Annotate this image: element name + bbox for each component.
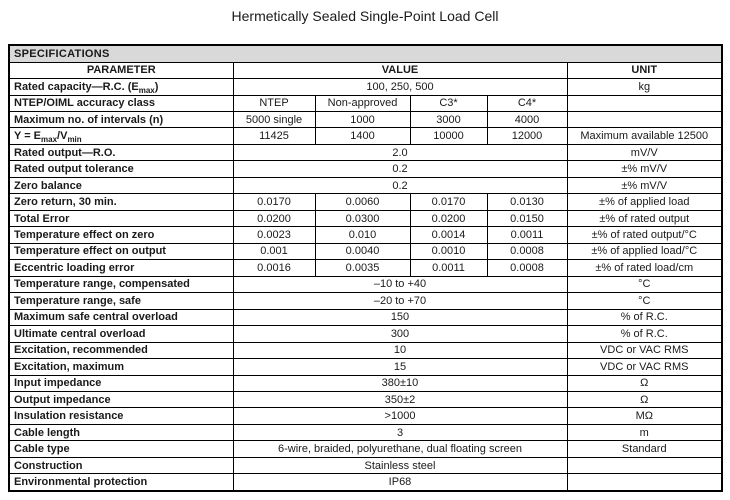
- table-row: [9, 326, 722, 342]
- table-row: [9, 391, 722, 407]
- value-cell: 1000: [315, 112, 410, 128]
- value-cell: 0.0011: [487, 227, 567, 243]
- param-cell: Total Error: [9, 210, 233, 226]
- table-row: [9, 408, 722, 424]
- unit-cell: Ω: [567, 375, 722, 391]
- unit-cell: °C: [567, 293, 722, 309]
- unit-cell: ±% of rated output/°C: [567, 227, 722, 243]
- value-cell: 0.0200: [410, 210, 487, 226]
- value-cell: 1400: [315, 128, 410, 144]
- unit-cell: Maximum available 12500: [567, 128, 722, 144]
- unit-cell: ±% mV/V: [567, 177, 722, 193]
- value-cell: 10: [233, 342, 567, 358]
- value-cell: 11425: [233, 128, 315, 144]
- value-cell: 12000: [487, 128, 567, 144]
- unit-cell: Standard: [567, 441, 722, 457]
- param-cell: Construction: [9, 457, 233, 473]
- table-row: [9, 342, 722, 358]
- table-row: [9, 161, 722, 177]
- value-cell: IP68: [233, 474, 567, 491]
- section-header-row: [9, 45, 722, 62]
- value-cell: C3*: [410, 95, 487, 111]
- param-cell: Temperature range, safe: [9, 293, 233, 309]
- value-cell: 380±10: [233, 375, 567, 391]
- value-cell: 0.0016: [233, 260, 315, 276]
- unit-column-header: UNIT: [567, 62, 722, 78]
- param-cell: $Y = E_{max}/V_{min}$: [9, 128, 233, 144]
- value-cell: 0.2: [233, 161, 567, 177]
- table-row: [9, 95, 722, 111]
- value-cell: 0.0200: [233, 210, 315, 226]
- unit-cell: kg: [567, 79, 722, 95]
- param-cell: Rated capacity—R.C. $(E_{max})$: [9, 79, 233, 95]
- param-cell: Maximum safe central overload: [9, 309, 233, 325]
- table-row: [9, 276, 722, 292]
- value-cell: 0.0010: [410, 243, 487, 259]
- value-cell: 4000: [487, 112, 567, 128]
- param-cell: NTEP/OIML accuracy class: [9, 95, 233, 111]
- unit-cell: % of R.C.: [567, 326, 722, 342]
- unit-cell: ±% of rated load/cm: [567, 260, 722, 276]
- unit-cell: MΩ: [567, 408, 722, 424]
- specifications-table: [8, 44, 723, 492]
- unit-cell: [567, 95, 722, 111]
- table-row: [9, 177, 722, 193]
- value-cell: 0.0023: [233, 227, 315, 243]
- unit-cell: [567, 474, 722, 491]
- value-cell: C4*: [487, 95, 567, 111]
- table-row: [9, 144, 722, 160]
- param-cell: Cable length: [9, 424, 233, 440]
- value-cell: 0.0130: [487, 194, 567, 210]
- value-cell: 3000: [410, 112, 487, 128]
- value-column-header: VALUE: [233, 62, 567, 78]
- unit-cell: ±% of applied load: [567, 194, 722, 210]
- parameter-column-header: PARAMETER: [9, 62, 233, 78]
- value-cell: 0.0040: [315, 243, 410, 259]
- unit-cell: % of R.C.: [567, 309, 722, 325]
- param-cell: Maximum no. of intervals (n): [9, 112, 233, 128]
- param-cell: Excitation, recommended: [9, 342, 233, 358]
- param-cell: Environmental protection: [9, 474, 233, 491]
- value-cell: 3: [233, 424, 567, 440]
- table-row: [9, 474, 722, 491]
- value-cell: 15: [233, 359, 567, 375]
- unit-cell: [567, 112, 722, 128]
- param-cell: Output impedance: [9, 391, 233, 407]
- table-row: [9, 243, 722, 259]
- table-row: [9, 359, 722, 375]
- table-row: [9, 441, 722, 457]
- param-cell: Temperature effect on zero: [9, 227, 233, 243]
- column-header-row: [9, 62, 722, 78]
- value-cell: >1000: [233, 408, 567, 424]
- section-header: SPECIFICATIONS: [9, 45, 722, 62]
- table-row: [9, 260, 722, 276]
- param-cell: Cable type: [9, 441, 233, 457]
- value-cell: 0.0170: [410, 194, 487, 210]
- value-cell: 0.2: [233, 177, 567, 193]
- unit-cell: ±% of applied load/°C: [567, 243, 722, 259]
- param-cell: Input impedance: [9, 375, 233, 391]
- param-cell: Excitation, maximum: [9, 359, 233, 375]
- param-cell: Zero balance: [9, 177, 233, 193]
- unit-cell: ±% mV/V: [567, 161, 722, 177]
- param-cell: Temperature range, compensated: [9, 276, 233, 292]
- value-cell: 5000 single: [233, 112, 315, 128]
- value-cell: 2.0: [233, 144, 567, 160]
- param-cell: Zero return, 30 min.: [9, 194, 233, 210]
- unit-cell: m: [567, 424, 722, 440]
- value-cell: 0.001: [233, 243, 315, 259]
- table-row: [9, 128, 722, 144]
- value-cell: 10000: [410, 128, 487, 144]
- value-cell: 0.0170: [233, 194, 315, 210]
- value-cell: 0.0011: [410, 260, 487, 276]
- unit-cell: °C: [567, 276, 722, 292]
- value-cell: 6-wire, braided, polyurethane, dual floating screen: [233, 441, 567, 457]
- unit-cell: mV/V: [567, 144, 722, 160]
- value-cell: 0.0008: [487, 260, 567, 276]
- value-cell: NTEP: [233, 95, 315, 111]
- table-row: [9, 309, 722, 325]
- param-cell: Rated output—R.O.: [9, 144, 233, 160]
- param-cell: Temperature effect on output: [9, 243, 233, 259]
- value-cell: 0.010: [315, 227, 410, 243]
- unit-cell: VDC or VAC RMS: [567, 342, 722, 358]
- unit-cell: [567, 457, 722, 473]
- unit-cell: Ω: [567, 391, 722, 407]
- param-cell: Rated output tolerance: [9, 161, 233, 177]
- value-cell: 100, 250, 500: [233, 79, 567, 95]
- value-cell: 300: [233, 326, 567, 342]
- unit-cell: ±% of rated output: [567, 210, 722, 226]
- table-row: [9, 375, 722, 391]
- table-row: [9, 112, 722, 128]
- table-row: [9, 293, 722, 309]
- table-row: [9, 79, 722, 95]
- value-cell: 0.0014: [410, 227, 487, 243]
- table-row: [9, 457, 722, 473]
- value-cell: 0.0035: [315, 260, 410, 276]
- param-cell: Insulation resistance: [9, 408, 233, 424]
- value-cell: Non-approved: [315, 95, 410, 111]
- param-cell: Eccentric loading error: [9, 260, 233, 276]
- value-cell: 150: [233, 309, 567, 325]
- unit-cell: VDC or VAC RMS: [567, 359, 722, 375]
- value-cell: 0.0300: [315, 210, 410, 226]
- value-cell: 0.0150: [487, 210, 567, 226]
- page-title: Hermetically Sealed Single-Point Load Cell: [231, 8, 499, 24]
- value-cell: 350±2: [233, 391, 567, 407]
- table-row: [9, 227, 722, 243]
- value-cell: –10 to +40: [233, 276, 567, 292]
- table-row: [9, 210, 722, 226]
- table-row: [9, 424, 722, 440]
- param-cell: Ultimate central overload: [9, 326, 233, 342]
- table-row: [9, 194, 722, 210]
- value-cell: 0.0008: [487, 243, 567, 259]
- value-cell: 0.0060: [315, 194, 410, 210]
- value-cell: Stainless steel: [233, 457, 567, 473]
- value-cell: –20 to +70: [233, 293, 567, 309]
